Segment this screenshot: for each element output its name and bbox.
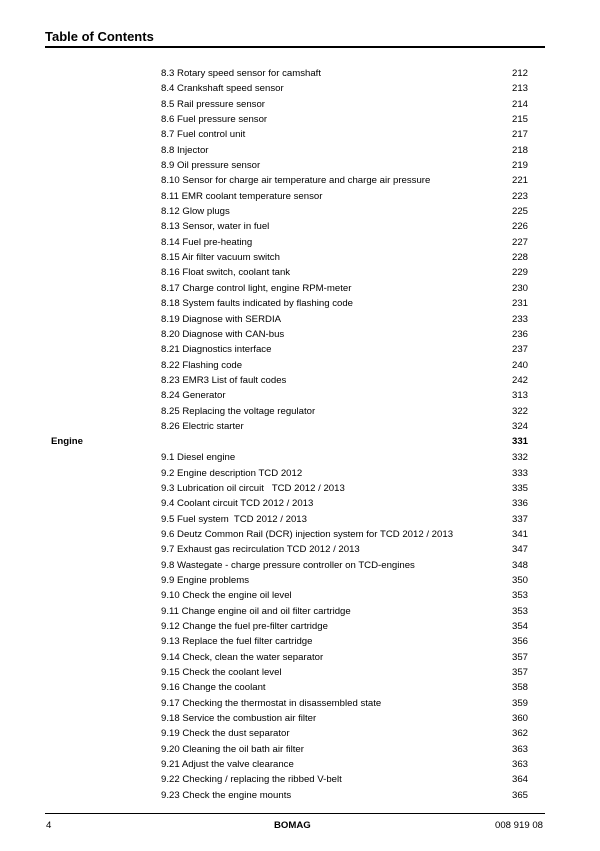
toc-entry-number: 8.11 [161, 190, 179, 202]
toc-entry-page: 364 [511, 774, 528, 786]
toc-entry-title: Check the coolant level [182, 667, 282, 679]
toc-entry-title: Fuel control unit [177, 129, 246, 141]
toc-entry-number: 9.17 [161, 697, 180, 709]
toc-entry-title: Checking / replacing the ribbed V-belt [182, 774, 342, 786]
toc-entry-title: Adjust the valve clearance [181, 759, 294, 771]
toc-entry-title: Flashing code [182, 359, 243, 371]
toc-entry[interactable] [0, 680, 600, 695]
toc-entry-page: 360 [511, 713, 528, 725]
toc-entry-label [161, 711, 316, 726]
toc-entry[interactable] [0, 250, 600, 265]
toc-entry-title: Check the engine mounts [182, 789, 292, 801]
toc-entry[interactable] [0, 496, 600, 511]
toc-entry[interactable] [0, 312, 600, 327]
toc-entry[interactable] [0, 342, 600, 357]
toc-entry-label [161, 127, 245, 142]
toc-entry-label [161, 726, 290, 741]
toc-entry-title: Fuel pressure sensor [177, 114, 268, 126]
footer-divider [45, 813, 545, 814]
toc-entry-label [161, 327, 284, 342]
toc-entry-number: 8.14 [161, 236, 180, 248]
toc-entry-title: Oil pressure sensor [177, 160, 261, 172]
toc-entry-page: 353 [511, 605, 528, 617]
toc-entry[interactable] [0, 450, 600, 465]
toc-entry-page: 359 [511, 697, 528, 709]
toc-chapter-heading[interactable] [0, 434, 600, 450]
toc-entry-page: 362 [511, 728, 528, 740]
toc-entry[interactable] [0, 127, 600, 142]
toc-entry-page: 218 [511, 144, 528, 156]
toc-entry-page: 219 [511, 160, 528, 172]
toc-entry-label [161, 696, 381, 711]
toc-entry[interactable] [0, 788, 600, 803]
toc-entry-label [161, 573, 249, 588]
toc-entry[interactable] [0, 358, 600, 373]
toc-entry-number: 9.22 [161, 774, 180, 786]
toc-entry-number: 8.17 [161, 282, 180, 294]
toc-entry-title: Float switch, coolant tank [182, 267, 291, 279]
toc-entry-label [161, 158, 260, 173]
toc-entry-number: 9.10 [161, 590, 180, 602]
toc-entry-page: 237 [511, 344, 528, 356]
toc-entry-title: Cleaning the oil bath air filter [182, 743, 304, 755]
toc-entry-label [161, 173, 430, 188]
toc-entry-number: 9.15 [161, 667, 180, 679]
toc-entry-number: 8.23 [161, 374, 180, 386]
toc-entry-title: Replace the fuel filter cartridge [182, 636, 313, 648]
toc-entry[interactable] [0, 404, 600, 419]
toc-entry-label [161, 296, 353, 311]
toc-entry-title: Injector [177, 144, 209, 156]
toc-entry-label [161, 757, 294, 772]
toc-entry-number: 9.2 [161, 467, 175, 479]
toc-entry-title: Replacing the voltage regulator [182, 405, 316, 417]
toc-entry-title: Diagnose with SERDIA [182, 313, 282, 325]
toc-entry-number: 8.13 [161, 221, 180, 233]
toc-entry-label [161, 634, 312, 649]
toc-entry-number: 8.7 [161, 129, 175, 141]
toc-entry-number: 8.9 [161, 160, 175, 172]
toc-entry-number: 9.11 [161, 605, 179, 617]
toc-entry-title: Service the combustion air filter [182, 713, 317, 725]
toc-entry-page: 332 [511, 452, 528, 464]
toc-entry-page: 225 [511, 206, 528, 218]
toc-entry-title: Coolant circuit TCD 2012 / 2013 [177, 498, 314, 510]
toc-entry-title: Engine description TCD 2012 [177, 467, 303, 479]
toc-entry-number: 9.12 [161, 621, 180, 633]
toc-entry-number: 9.16 [161, 682, 180, 694]
toc-entry-title: EMR coolant temperature sensor [181, 190, 323, 202]
toc-entry-label [161, 250, 280, 265]
toc-entry-page: 217 [511, 129, 528, 141]
toc-entry-title: Change the coolant [182, 682, 266, 694]
toc-entry[interactable] [0, 66, 600, 81]
toc-entry-page: 215 [511, 114, 528, 126]
toc-entry-title: Exhaust gas recirculation TCD 2012 / 2013 [177, 544, 360, 556]
toc-entry-page: 336 [511, 498, 528, 510]
toc-entry[interactable] [0, 527, 600, 542]
toc-entry[interactable] [0, 143, 600, 158]
toc-entry-page: 335 [511, 482, 528, 494]
toc-entry-number: 9.18 [161, 713, 180, 725]
toc-entry-title: Generator [182, 390, 226, 402]
toc-entry[interactable] [0, 235, 600, 250]
toc-entry-label [161, 112, 267, 127]
toc-entry-title: Crankshaft speed sensor [177, 83, 284, 95]
table-of-contents [0, 66, 600, 803]
toc-entry-title: Lubrication oil circuit TCD 2012 / 2013 [177, 482, 345, 494]
toc-entry-label [161, 419, 244, 434]
toc-entry-page: 221 [511, 175, 528, 187]
toc-entry-number: 9.1 [161, 452, 175, 464]
toc-entry-title: Sensor, water in fuel [182, 221, 270, 233]
toc-entry-title: Air filter vacuum switch [181, 252, 280, 264]
toc-entry-title: Check, clean the water separator [182, 651, 324, 663]
toc-entry-label [161, 619, 328, 634]
toc-entry-label [161, 189, 322, 204]
toc-entry-title: Fuel pre-heating [182, 236, 253, 248]
toc-entry[interactable] [0, 219, 600, 234]
toc-entry-number: 8.26 [161, 420, 180, 432]
toc-entry-number: 9.23 [161, 789, 180, 801]
toc-entry[interactable] [0, 665, 600, 680]
toc-entry-number: 9.21 [161, 759, 180, 771]
toc-entry-title: Rotary speed sensor for camshaft [177, 68, 321, 79]
toc-entry-page: 324 [511, 420, 528, 432]
toc-entry-number: 8.10 [161, 175, 180, 187]
toc-entry[interactable] [0, 512, 600, 527]
toc-entry[interactable] [0, 696, 600, 711]
toc-entry[interactable] [0, 265, 600, 280]
toc-entry-title: Change engine oil and oil filter cartridge [181, 605, 351, 617]
page-title: Table of Contents [45, 29, 154, 44]
toc-entry-number: 9.9 [161, 575, 175, 586]
toc-entry-label [161, 143, 208, 158]
toc-entry-page: 347 [511, 544, 528, 556]
toc-entry-title: Deutz Common Rail (DCR) injection system for TCD 2012 / 2013 [177, 528, 454, 540]
toc-entry-number: 9.19 [161, 728, 180, 740]
toc-entry-number: 9.7 [161, 544, 175, 556]
toc-entry[interactable] [0, 419, 600, 434]
toc-entry-number: 9.14 [161, 651, 180, 663]
toc-entry-number: 9.13 [161, 636, 180, 648]
toc-entry-number: 8.20 [161, 328, 180, 340]
toc-entry-label [161, 450, 235, 465]
toc-entry[interactable] [0, 281, 600, 296]
toc-entry-label [161, 466, 302, 481]
toc-entry-label [161, 772, 342, 787]
toc-entry-label [161, 373, 286, 388]
toc-entry-label [161, 680, 266, 695]
toc-entry-number: 8.16 [161, 267, 180, 279]
toc-entry-label [161, 665, 282, 680]
toc-entry-label [161, 97, 265, 112]
toc-entry-label [161, 788, 291, 803]
toc-entry[interactable] [0, 204, 600, 219]
toc-entry[interactable] [0, 112, 600, 127]
toc-entry-page: 350 [511, 575, 528, 586]
toc-entry[interactable] [0, 726, 600, 741]
toc-entry-label [161, 235, 252, 250]
toc-entry-number: 9.5 [161, 513, 175, 525]
toc-entry-title: Engine problems [177, 575, 250, 586]
toc-entry-page: 229 [511, 267, 528, 279]
toc-entry[interactable] [0, 296, 600, 311]
toc-entry-label [161, 204, 230, 219]
toc-entry-label [161, 312, 281, 327]
toc-entry[interactable] [0, 604, 600, 619]
toc-entry-page: 213 [511, 83, 528, 95]
toc-entry[interactable] [0, 558, 600, 573]
toc-entry-title: Diagnose with CAN-bus [182, 328, 285, 340]
toc-entry-number: 8.18 [161, 298, 180, 310]
toc-entry-title: Charge control light, engine RPM-meter [182, 282, 352, 294]
toc-entry-page: 353 [511, 590, 528, 602]
toc-chapter-title: Engine [51, 436, 83, 448]
toc-chapter-page: 331 [511, 436, 528, 448]
toc-entry-number: 9.4 [161, 498, 175, 510]
toc-entry-page: 348 [511, 559, 528, 571]
toc-entry-label [161, 388, 226, 403]
toc-entry-page: 337 [511, 513, 528, 525]
toc-entry-page: 357 [511, 667, 528, 679]
toc-entry-number: 9.3 [161, 482, 175, 494]
toc-entry-label [161, 219, 269, 234]
toc-entry-label [161, 512, 307, 527]
toc-entry-title: Rail pressure sensor [177, 98, 265, 110]
toc-entry-number: 9.20 [161, 743, 180, 755]
toc-entry-number: 8.4 [161, 83, 175, 95]
toc-entry-label [161, 650, 323, 665]
toc-entry-page: 227 [511, 236, 528, 248]
toc-entry-number: 8.8 [161, 144, 175, 156]
toc-entry-title: Diagnostics interface [182, 344, 272, 356]
toc-entry-page: 356 [511, 636, 528, 648]
toc-entry[interactable] [0, 173, 600, 188]
toc-entry-page: 226 [511, 221, 528, 233]
toc-entry-page: 357 [511, 651, 528, 663]
toc-entry-page: 228 [511, 252, 528, 264]
toc-entry[interactable] [0, 650, 600, 665]
toc-entry-number: 8.3 [161, 68, 175, 79]
toc-entry[interactable] [0, 742, 600, 757]
toc-entry-label [161, 527, 453, 542]
toc-entry-page: 341 [511, 528, 528, 540]
toc-entry-title: Sensor for charge air temperature and charge air pressure [182, 175, 431, 187]
toc-entry[interactable] [0, 189, 600, 204]
toc-entry-title: Electric starter [182, 420, 244, 432]
toc-entry-title: Check the dust separator [182, 728, 290, 740]
toc-entry-number: 8.12 [161, 206, 180, 218]
toc-entry-page: 363 [511, 759, 528, 771]
toc-entry-title: Wastegate - charge pressure controller on TCD-engines [177, 559, 415, 571]
toc-entry[interactable] [0, 772, 600, 787]
toc-entry-number: 8.5 [161, 98, 175, 110]
toc-entry-page: 231 [511, 298, 528, 310]
toc-entry[interactable] [0, 711, 600, 726]
footer-page-number: 4 [46, 820, 52, 831]
toc-entry-label [161, 542, 360, 557]
footer-doc-number: 008 919 08 [494, 820, 543, 831]
toc-entry-page: 322 [511, 405, 528, 417]
toc-entry-label [161, 588, 292, 603]
toc-entry[interactable] [0, 373, 600, 388]
toc-entry-title: Diesel engine [177, 452, 236, 464]
header-divider [45, 46, 545, 48]
toc-entry[interactable] [0, 327, 600, 342]
toc-entry-label [161, 604, 351, 619]
toc-entry[interactable] [0, 588, 600, 603]
toc-entry[interactable] [0, 634, 600, 649]
toc-entry[interactable] [0, 158, 600, 173]
toc-entry-title: Change the fuel pre-filter cartridge [182, 621, 328, 633]
toc-entry-label [161, 742, 304, 757]
toc-entry[interactable] [0, 466, 600, 481]
toc-entry[interactable] [0, 81, 600, 96]
toc-entry[interactable] [0, 481, 600, 496]
toc-entry-label [161, 481, 345, 496]
toc-entry[interactable] [0, 573, 600, 588]
toc-entry-label [161, 496, 313, 511]
toc-entry-page: 242 [511, 374, 528, 386]
toc-entry-label [161, 281, 351, 296]
toc-entry-number: 8.19 [161, 313, 180, 325]
toc-entry-title: Checking the thermostat in disassembled state [182, 697, 382, 709]
toc-entry-label [161, 558, 415, 573]
toc-entry-number: 8.15 [161, 252, 180, 264]
toc-entry-page: 240 [511, 359, 528, 371]
toc-entry-label [161, 265, 290, 280]
toc-entry-page: 230 [511, 282, 528, 294]
toc-entry-page: 214 [511, 98, 528, 110]
toc-entry-page: 365 [511, 789, 528, 801]
toc-entry-number: 9.6 [161, 528, 175, 540]
toc-entry-number: 8.6 [161, 114, 175, 126]
toc-entry-page: 363 [511, 743, 528, 755]
toc-entry-number: 9.8 [161, 559, 175, 571]
toc-entry-number: 8.25 [161, 405, 180, 417]
toc-entry-number: 8.24 [161, 390, 180, 402]
toc-entry[interactable] [0, 757, 600, 772]
toc-entry-label [161, 81, 284, 96]
toc-entry[interactable] [0, 97, 600, 112]
toc-entry-page: 223 [511, 190, 528, 202]
toc-entry[interactable] [0, 542, 600, 557]
toc-entry-page: 233 [511, 313, 528, 325]
toc-entry-label [161, 342, 271, 357]
toc-entry[interactable] [0, 619, 600, 634]
toc-entry-title: EMR3 List of fault codes [182, 374, 287, 386]
toc-entry-number: 8.22 [161, 359, 180, 371]
toc-entry-label [161, 404, 315, 419]
toc-entry-page: 236 [511, 328, 528, 340]
toc-entry-title: Check the engine oil level [182, 590, 292, 602]
toc-entry-title: System faults indicated by flashing code [182, 298, 354, 310]
footer-brand: BOMAG [274, 820, 311, 831]
toc-entry-title: Fuel system TCD 2012 / 2013 [177, 513, 307, 525]
toc-entry-page: 313 [511, 390, 528, 402]
toc-entry[interactable] [0, 388, 600, 403]
toc-entry-page: 358 [511, 682, 528, 694]
toc-entry-number: 8.21 [161, 344, 180, 356]
toc-entry-page: 354 [511, 621, 528, 633]
toc-entry-title: Glow plugs [182, 206, 230, 218]
toc-entry-page: 333 [511, 467, 528, 479]
toc-entry-label [161, 358, 242, 373]
toc-entry-page: 212 [511, 68, 528, 79]
toc-entry-label [161, 66, 321, 81]
